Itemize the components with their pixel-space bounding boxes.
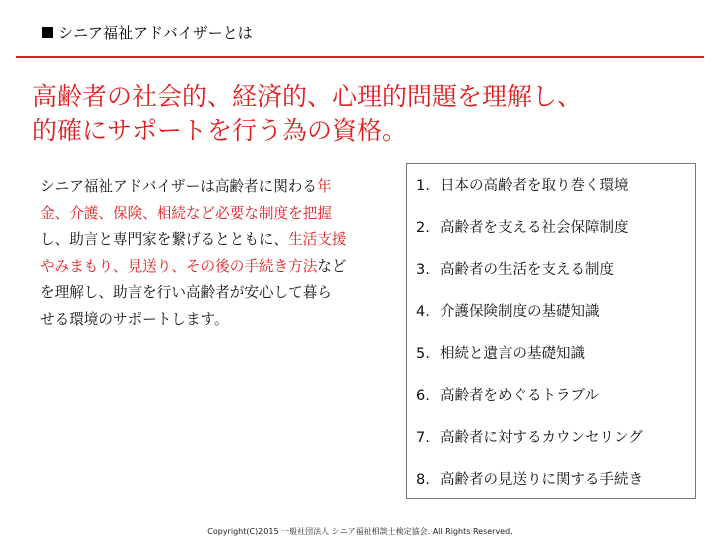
topic-item [407,381,695,423]
description-text: シニア福祉アドバイザーは高齢者に関わる [40,178,317,195]
description-line-5: を理解し、助言を行い高齢者が安心して暮ら [40,284,332,301]
description-highlight: 生活支援 [288,231,347,248]
description-line-6: せる環境のサポートします。 [40,310,229,328]
topic-number: 7. [416,430,430,446]
topic-item [407,465,695,507]
description-highlight: やみまもり、見送り、その後の手続き方法 [40,257,318,275]
topic-list-box [406,163,696,499]
topic-label: 介護保険制度の基礎知識 [440,304,600,320]
topic-item [407,297,695,339]
headline-line-2: 的確にサポートを行う為の資格。 [32,116,408,145]
topic-label: 高齢者をめぐるトラブル [440,388,599,404]
headline [32,80,702,148]
description-paragraph [40,174,380,333]
slide-title-text: シニア福祉アドバイザーとは [58,24,253,42]
description-line-3 [40,227,380,254]
title-divider [16,56,704,58]
topic-label: 高齢者に対するカウンセリング [440,430,643,446]
topic-label: 高齢者の見送りに関する手続き [440,472,643,488]
topic-number: 2. [416,220,430,236]
copyright-footer: Copyright(C)2015 一般社団法人 シニア福祉相談士検定協会. All Rights Reserved. [207,527,513,536]
topic-label: 高齢者を支える社会保障制度 [440,220,629,236]
bullet-square-icon [42,27,53,38]
topic-number: 1. [416,178,430,194]
description-line-4 [40,254,380,281]
topic-number: 8. [416,472,430,488]
topic-item [407,171,695,213]
topic-label: 日本の高齢者を取り巻く環境 [440,178,629,194]
topic-number: 6. [416,388,430,404]
description-text: など [317,257,347,275]
description-line-1 [40,174,380,201]
description-highlight: 年 [317,178,332,195]
topic-item [407,255,695,297]
description-line-2: 金、介護、保険、相続など必要な制度を把握 [40,204,332,222]
topic-item [407,213,695,255]
topic-item [407,423,695,465]
topic-number: 4. [416,304,430,320]
topic-number: 5. [416,346,430,362]
topic-item [407,339,695,381]
topic-label: 高齢者の生活を支える制度 [440,262,614,278]
headline-line-1: 高齢者の社会的、経済的、心理的問題を理解し、 [32,82,583,111]
topic-number: 3. [416,262,430,278]
topic-label: 相続と遺言の基礎知識 [440,346,585,362]
slide-title [42,22,253,43]
description-text: し、助言と専門家を繋げるとともに、 [40,231,289,248]
